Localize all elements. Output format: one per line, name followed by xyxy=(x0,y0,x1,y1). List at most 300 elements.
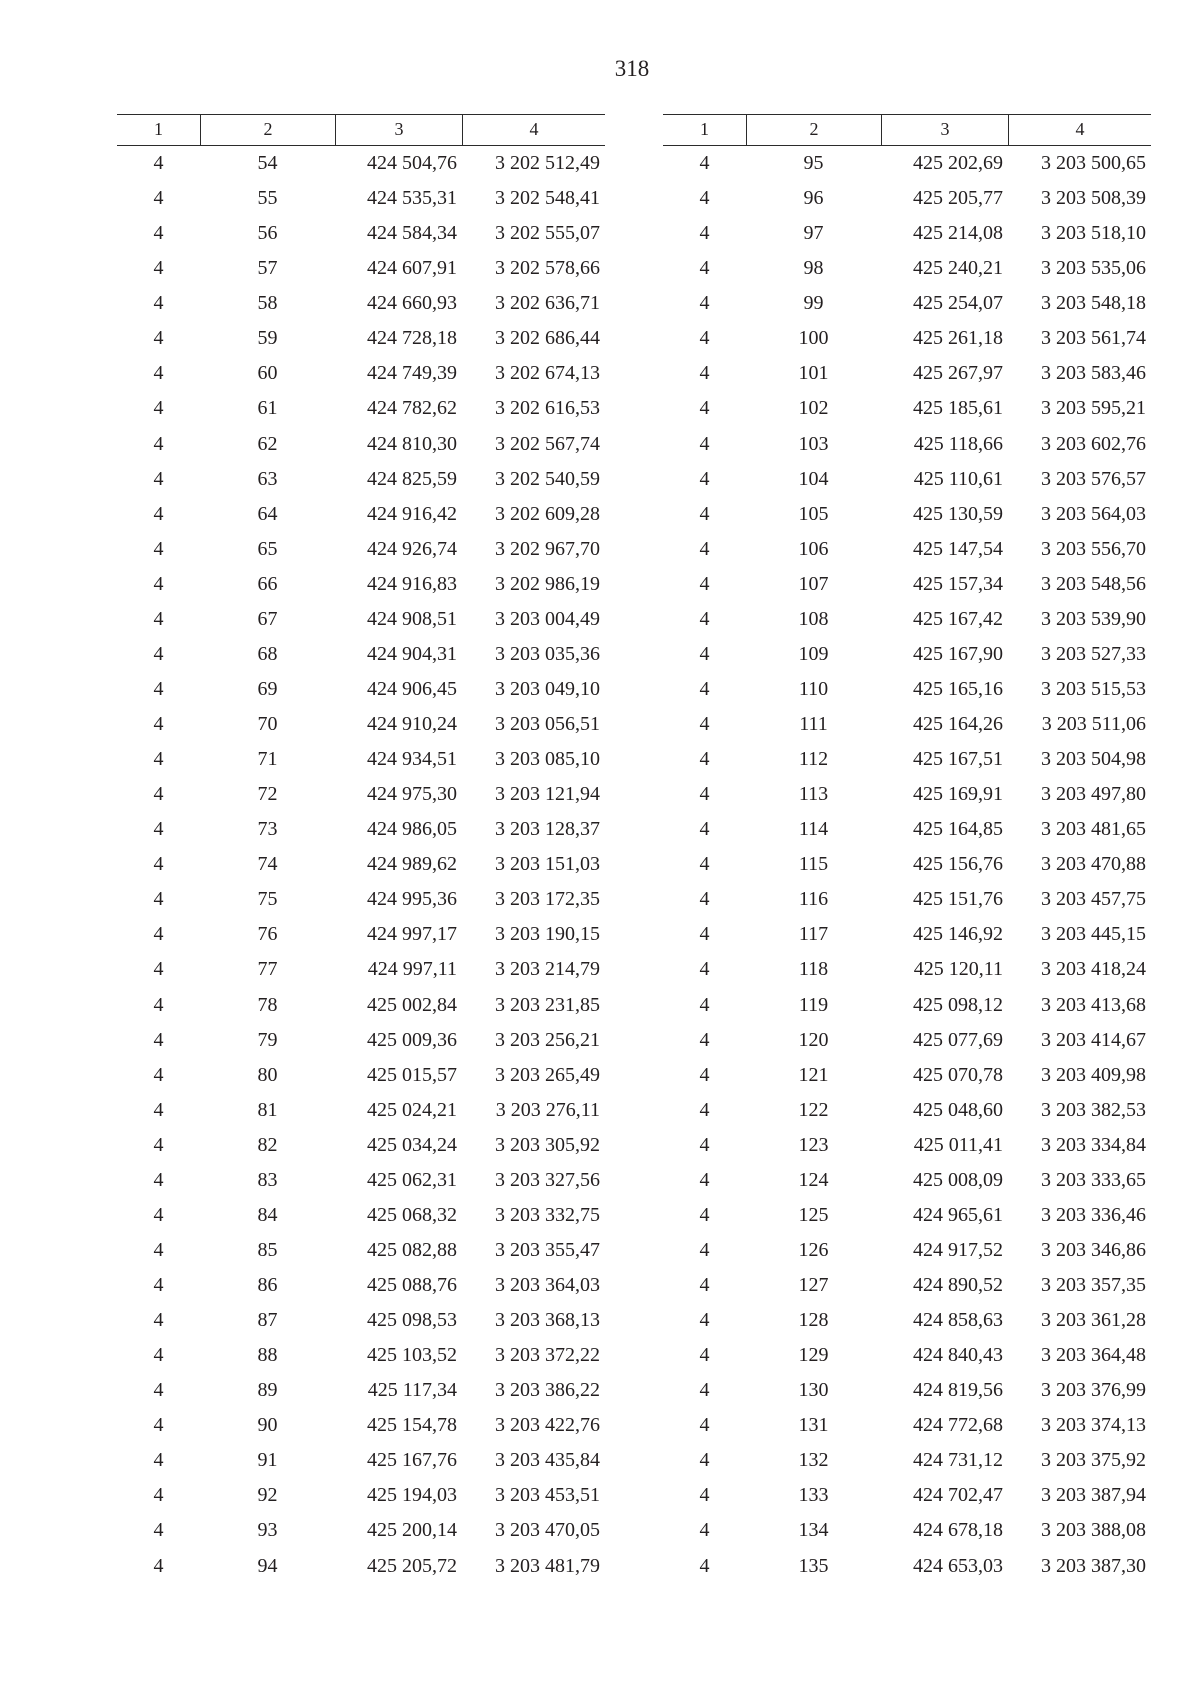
table-row xyxy=(117,1128,605,1163)
cell-y-coordinate: 3 203 453,51 xyxy=(495,1484,600,1507)
table-row xyxy=(663,1408,1151,1443)
cell-y-coordinate: 3 203 457,75 xyxy=(1041,888,1146,911)
cell-y-coordinate: 3 203 332,75 xyxy=(495,1203,600,1226)
cell-contour-number: 4 xyxy=(699,783,710,806)
cell-y-coordinate: 3 203 504,98 xyxy=(1041,748,1146,771)
cell-x-coordinate: 424 926,74 xyxy=(367,537,457,560)
table-row xyxy=(663,1233,1151,1268)
table-row xyxy=(663,1268,1151,1303)
cell-point-number: 73 xyxy=(257,818,278,841)
cell-y-coordinate: 3 202 567,74 xyxy=(495,432,600,455)
cell-contour-number: 4 xyxy=(699,397,710,420)
cell-contour-number: 4 xyxy=(153,292,164,315)
cell-y-coordinate: 3 202 967,70 xyxy=(495,537,600,560)
cell-y-coordinate: 3 203 190,15 xyxy=(495,923,600,946)
cell-point-number: 108 xyxy=(798,607,829,630)
cell-point-number: 119 xyxy=(798,993,829,1016)
cell-point-number: 89 xyxy=(257,1379,278,1402)
table-row xyxy=(663,1128,1151,1163)
cell-point-number: 106 xyxy=(798,537,829,560)
cell-y-coordinate: 3 203 305,92 xyxy=(495,1133,600,1156)
cell-contour-number: 4 xyxy=(699,1098,710,1121)
cell-y-coordinate: 3 203 128,37 xyxy=(495,818,600,841)
cell-point-number: 110 xyxy=(798,677,829,700)
cell-y-coordinate: 3 203 561,74 xyxy=(1041,327,1146,350)
cell-x-coordinate: 424 810,30 xyxy=(367,432,457,455)
cell-y-coordinate: 3 203 539,90 xyxy=(1041,607,1146,630)
cell-contour-number: 4 xyxy=(153,1098,164,1121)
cell-y-coordinate: 3 203 364,48 xyxy=(1041,1344,1146,1367)
table-row xyxy=(117,1303,605,1338)
cell-point-number: 96 xyxy=(803,187,824,210)
column-header: 1 xyxy=(154,119,163,139)
table-row xyxy=(663,216,1151,251)
cell-x-coordinate: 425 118,66 xyxy=(913,432,1003,455)
cell-point-number: 130 xyxy=(798,1379,829,1402)
cell-point-number: 99 xyxy=(803,292,824,315)
cell-point-number: 60 xyxy=(257,362,278,385)
cell-y-coordinate: 3 203 256,21 xyxy=(495,1028,600,1051)
cell-point-number: 111 xyxy=(799,713,828,735)
column-header: 3 xyxy=(881,115,1008,145)
table-row xyxy=(117,637,605,672)
table-row xyxy=(117,988,605,1023)
cell-point-number: 117 xyxy=(798,923,829,946)
cell-contour-number: 4 xyxy=(153,397,164,420)
cell-y-coordinate: 3 203 556,70 xyxy=(1041,537,1146,560)
table-row xyxy=(117,707,605,742)
table-row xyxy=(117,1198,605,1233)
cell-contour-number: 4 xyxy=(153,1028,164,1051)
cell-y-coordinate: 3 203 357,35 xyxy=(1041,1274,1146,1296)
table-row xyxy=(663,462,1151,497)
table-header-row xyxy=(117,114,605,146)
table-row xyxy=(117,251,605,286)
column-header: 1 xyxy=(700,119,709,139)
table-row xyxy=(117,1023,605,1058)
cell-contour-number: 4 xyxy=(153,853,164,876)
cell-point-number: 85 xyxy=(257,1238,278,1261)
cell-y-coordinate: 3 202 986,19 xyxy=(495,572,600,595)
cell-x-coordinate: 425 011,41 xyxy=(913,1133,1003,1156)
table-row xyxy=(663,672,1151,707)
cell-x-coordinate: 425 214,08 xyxy=(913,222,1003,245)
cell-x-coordinate: 424 660,93 xyxy=(367,292,457,315)
table-row xyxy=(663,1373,1151,1408)
table-row xyxy=(117,917,605,952)
cell-contour-number: 4 xyxy=(699,888,710,911)
cell-contour-number: 4 xyxy=(153,467,164,490)
cell-contour-number: 4 xyxy=(699,187,710,210)
cell-y-coordinate: 3 203 364,03 xyxy=(495,1274,600,1296)
cell-x-coordinate: 425 082,88 xyxy=(367,1238,457,1261)
cell-y-coordinate: 3 203 334,84 xyxy=(1041,1133,1146,1156)
cell-point-number: 70 xyxy=(257,713,278,735)
cell-x-coordinate: 425 070,78 xyxy=(913,1063,1003,1086)
cell-x-coordinate: 424 986,05 xyxy=(367,818,457,841)
cell-y-coordinate: 3 203 445,15 xyxy=(1041,923,1146,946)
cell-contour-number: 4 xyxy=(699,1554,710,1577)
table-row xyxy=(117,462,605,497)
cell-x-coordinate: 425 200,14 xyxy=(367,1519,457,1542)
cell-point-number: 101 xyxy=(798,362,829,385)
cell-x-coordinate: 425 154,78 xyxy=(367,1414,457,1437)
cell-point-number: 61 xyxy=(257,397,278,420)
cell-point-number: 107 xyxy=(798,572,829,595)
cell-contour-number: 4 xyxy=(153,502,164,525)
cell-point-number: 68 xyxy=(257,642,278,665)
cell-x-coordinate: 425 169,91 xyxy=(913,783,1003,806)
table-row xyxy=(117,742,605,777)
cell-y-coordinate: 3 203 595,21 xyxy=(1041,397,1146,420)
cell-contour-number: 4 xyxy=(699,432,710,455)
table-row xyxy=(663,812,1151,847)
cell-point-number: 134 xyxy=(798,1519,829,1542)
cell-x-coordinate: 424 904,31 xyxy=(367,642,457,665)
cell-y-coordinate: 3 202 578,66 xyxy=(495,257,600,280)
cell-x-coordinate: 424 908,51 xyxy=(367,607,457,630)
cell-x-coordinate: 425 088,76 xyxy=(367,1274,457,1296)
cell-x-coordinate: 425 034,24 xyxy=(367,1133,457,1156)
table-row xyxy=(117,497,605,532)
cell-y-coordinate: 3 202 616,53 xyxy=(495,397,600,420)
table-row xyxy=(117,181,605,216)
table-row xyxy=(663,251,1151,286)
cell-x-coordinate: 425 015,57 xyxy=(367,1063,457,1086)
table-row xyxy=(117,321,605,356)
column-header: 2 xyxy=(746,115,881,145)
cell-x-coordinate: 424 997,17 xyxy=(367,923,457,946)
table-row xyxy=(117,391,605,426)
cell-y-coordinate: 3 202 548,41 xyxy=(495,187,600,210)
cell-x-coordinate: 424 504,76 xyxy=(367,152,457,174)
cell-x-coordinate: 425 185,61 xyxy=(913,397,1003,420)
cell-point-number: 97 xyxy=(803,222,824,245)
cell-point-number: 83 xyxy=(257,1168,278,1191)
table-row xyxy=(117,356,605,391)
cell-y-coordinate: 3 203 355,47 xyxy=(495,1238,600,1261)
table-row xyxy=(117,1233,605,1268)
cell-x-coordinate: 425 164,85 xyxy=(913,818,1003,841)
table-row xyxy=(663,427,1151,462)
cell-point-number: 135 xyxy=(798,1554,829,1577)
table-row xyxy=(663,1338,1151,1373)
table-row xyxy=(663,952,1151,987)
table-row xyxy=(117,1338,605,1373)
cell-point-number: 57 xyxy=(257,257,278,280)
cell-x-coordinate: 425 202,69 xyxy=(913,152,1003,174)
cell-y-coordinate: 3 203 336,46 xyxy=(1041,1203,1146,1226)
cell-contour-number: 4 xyxy=(153,362,164,385)
cell-x-coordinate: 425 117,34 xyxy=(367,1379,457,1402)
table-row xyxy=(663,917,1151,952)
cell-y-coordinate: 3 203 515,53 xyxy=(1041,677,1146,700)
cell-point-number: 54 xyxy=(257,152,278,174)
cell-x-coordinate: 425 130,59 xyxy=(913,502,1003,525)
column-header: 4 xyxy=(1008,115,1151,145)
cell-x-coordinate: 425 164,26 xyxy=(913,713,1003,735)
cell-point-number: 69 xyxy=(257,677,278,700)
cell-point-number: 95 xyxy=(803,152,824,174)
cell-point-number: 66 xyxy=(257,572,278,595)
cell-contour-number: 4 xyxy=(153,783,164,806)
table-row xyxy=(663,146,1151,181)
cell-y-coordinate: 3 203 376,99 xyxy=(1041,1379,1146,1402)
table-row xyxy=(663,1093,1151,1128)
table-row xyxy=(117,1549,605,1584)
table-row xyxy=(117,952,605,987)
cell-contour-number: 4 xyxy=(153,1168,164,1191)
cell-contour-number: 4 xyxy=(699,537,710,560)
cell-point-number: 75 xyxy=(257,888,278,911)
table-row xyxy=(663,637,1151,672)
cell-contour-number: 4 xyxy=(153,1449,164,1472)
cell-contour-number: 4 xyxy=(153,327,164,350)
cell-x-coordinate: 425 146,92 xyxy=(913,923,1003,946)
cell-y-coordinate: 3 203 470,88 xyxy=(1041,853,1146,876)
table-row xyxy=(663,707,1151,742)
cell-y-coordinate: 3 203 265,49 xyxy=(495,1063,600,1086)
cell-x-coordinate: 425 103,52 xyxy=(367,1344,457,1367)
cell-x-coordinate: 425 098,12 xyxy=(913,993,1003,1016)
cell-contour-number: 4 xyxy=(153,1133,164,1156)
table-row xyxy=(117,1443,605,1478)
cell-y-coordinate: 3 203 535,06 xyxy=(1041,257,1146,280)
cell-y-coordinate: 3 203 387,30 xyxy=(1041,1554,1146,1577)
cell-y-coordinate: 3 203 368,13 xyxy=(495,1309,600,1332)
cell-y-coordinate: 3 203 361,28 xyxy=(1041,1309,1146,1332)
cell-x-coordinate: 424 584,34 xyxy=(367,222,457,245)
table-row xyxy=(663,321,1151,356)
cell-point-number: 103 xyxy=(798,432,829,455)
cell-x-coordinate: 424 917,52 xyxy=(913,1238,1003,1261)
cell-contour-number: 4 xyxy=(699,327,710,350)
cell-x-coordinate: 425 240,21 xyxy=(913,257,1003,280)
cell-contour-number: 4 xyxy=(699,362,710,385)
cell-x-coordinate: 425 008,09 xyxy=(913,1168,1003,1191)
cell-x-coordinate: 425 167,90 xyxy=(913,642,1003,665)
cell-x-coordinate: 425 151,76 xyxy=(913,888,1003,911)
cell-point-number: 132 xyxy=(798,1449,829,1472)
cell-x-coordinate: 425 002,84 xyxy=(367,993,457,1016)
cell-x-coordinate: 424 910,24 xyxy=(367,713,457,735)
cell-x-coordinate: 424 678,18 xyxy=(913,1519,1003,1542)
cell-contour-number: 4 xyxy=(699,1519,710,1542)
table-row xyxy=(117,1373,605,1408)
cell-contour-number: 4 xyxy=(153,713,164,735)
cell-x-coordinate: 425 120,11 xyxy=(913,958,1003,981)
cell-point-number: 88 xyxy=(257,1344,278,1367)
cell-y-coordinate: 3 202 609,28 xyxy=(495,502,600,525)
table-row xyxy=(663,391,1151,426)
cell-point-number: 67 xyxy=(257,607,278,630)
cell-contour-number: 4 xyxy=(699,222,710,245)
cell-x-coordinate: 425 077,69 xyxy=(913,1028,1003,1051)
cell-y-coordinate: 3 203 422,76 xyxy=(495,1414,600,1437)
table-row xyxy=(663,497,1151,532)
cell-contour-number: 4 xyxy=(153,642,164,665)
table-row xyxy=(117,847,605,882)
cell-point-number: 65 xyxy=(257,537,278,560)
column-header: 3 xyxy=(335,115,462,145)
cell-x-coordinate: 424 731,12 xyxy=(913,1449,1003,1472)
cell-point-number: 86 xyxy=(257,1274,278,1296)
table-row xyxy=(663,988,1151,1023)
table-row xyxy=(663,847,1151,882)
cell-point-number: 104 xyxy=(798,467,829,490)
cell-contour-number: 4 xyxy=(153,993,164,1016)
cell-point-number: 125 xyxy=(798,1203,829,1226)
cell-y-coordinate: 3 203 388,08 xyxy=(1041,1519,1146,1542)
cell-x-coordinate: 425 157,34 xyxy=(913,572,1003,595)
cell-contour-number: 4 xyxy=(153,1554,164,1577)
cell-point-number: 98 xyxy=(803,257,824,280)
cell-x-coordinate: 425 147,54 xyxy=(913,537,1003,560)
coordinate-table-left xyxy=(117,114,605,1584)
cell-point-number: 124 xyxy=(798,1168,829,1191)
column-header: 2 xyxy=(200,115,335,145)
cell-y-coordinate: 3 203 508,39 xyxy=(1041,187,1146,210)
cell-contour-number: 4 xyxy=(699,677,710,700)
cell-contour-number: 4 xyxy=(153,677,164,700)
cell-y-coordinate: 3 203 276,11 xyxy=(495,1098,600,1121)
cell-x-coordinate: 425 165,16 xyxy=(913,677,1003,700)
cell-y-coordinate: 3 202 512,49 xyxy=(495,152,600,174)
cell-y-coordinate: 3 203 470,05 xyxy=(495,1519,600,1542)
cell-y-coordinate: 3 203 231,85 xyxy=(495,993,600,1016)
cell-point-number: 92 xyxy=(257,1484,278,1507)
cell-y-coordinate: 3 202 555,07 xyxy=(495,222,600,245)
cell-y-coordinate: 3 203 548,56 xyxy=(1041,572,1146,595)
cell-point-number: 90 xyxy=(257,1414,278,1437)
table-row xyxy=(663,286,1151,321)
cell-x-coordinate: 424 916,83 xyxy=(367,572,457,595)
cell-y-coordinate: 3 203 548,18 xyxy=(1041,292,1146,315)
cell-contour-number: 4 xyxy=(153,1203,164,1226)
cell-contour-number: 4 xyxy=(699,1133,710,1156)
cell-y-coordinate: 3 202 686,44 xyxy=(495,327,600,350)
cell-point-number: 126 xyxy=(798,1238,829,1261)
cell-point-number: 128 xyxy=(798,1309,829,1332)
cell-contour-number: 4 xyxy=(153,1519,164,1542)
cell-point-number: 82 xyxy=(257,1133,278,1156)
cell-y-coordinate: 3 203 004,49 xyxy=(495,607,600,630)
cell-contour-number: 4 xyxy=(699,607,710,630)
cell-x-coordinate: 424 989,62 xyxy=(367,853,457,876)
cell-y-coordinate: 3 203 409,98 xyxy=(1041,1063,1146,1086)
cell-contour-number: 4 xyxy=(153,432,164,455)
table-row xyxy=(117,567,605,602)
cell-y-coordinate: 3 203 056,51 xyxy=(495,713,600,735)
cell-point-number: 91 xyxy=(257,1449,278,1472)
cell-contour-number: 4 xyxy=(153,1379,164,1402)
cell-point-number: 122 xyxy=(798,1098,829,1121)
cell-y-coordinate: 3 203 172,35 xyxy=(495,888,600,911)
cell-contour-number: 4 xyxy=(153,818,164,841)
cell-y-coordinate: 3 203 583,46 xyxy=(1041,362,1146,385)
cell-y-coordinate: 3 203 375,92 xyxy=(1041,1449,1146,1472)
cell-contour-number: 4 xyxy=(153,1309,164,1332)
table-row xyxy=(117,146,605,181)
cell-x-coordinate: 424 890,52 xyxy=(913,1274,1003,1296)
cell-x-coordinate: 425 024,21 xyxy=(367,1098,457,1121)
cell-point-number: 129 xyxy=(798,1344,829,1367)
cell-point-number: 55 xyxy=(257,187,278,210)
cell-point-number: 100 xyxy=(798,327,829,350)
cell-point-number: 118 xyxy=(798,958,829,981)
cell-contour-number: 4 xyxy=(153,1063,164,1086)
cell-contour-number: 4 xyxy=(153,958,164,981)
cell-y-coordinate: 3 203 214,79 xyxy=(495,958,600,981)
table-body xyxy=(663,146,1151,1584)
table-row xyxy=(117,882,605,917)
cell-contour-number: 4 xyxy=(699,502,710,525)
table-row xyxy=(117,532,605,567)
cell-contour-number: 4 xyxy=(699,923,710,946)
cell-contour-number: 4 xyxy=(699,1274,710,1296)
cell-point-number: 72 xyxy=(257,783,278,806)
table-row xyxy=(117,1268,605,1303)
cell-contour-number: 4 xyxy=(699,1344,710,1367)
cell-contour-number: 4 xyxy=(153,1274,164,1296)
cell-x-coordinate: 424 819,56 xyxy=(913,1379,1003,1402)
cell-y-coordinate: 3 203 374,13 xyxy=(1041,1414,1146,1437)
cell-contour-number: 4 xyxy=(699,1028,710,1051)
table-row xyxy=(117,1058,605,1093)
cell-x-coordinate: 424 995,36 xyxy=(367,888,457,911)
cell-y-coordinate: 3 203 527,33 xyxy=(1041,642,1146,665)
cell-x-coordinate: 425 261,18 xyxy=(913,327,1003,350)
cell-point-number: 62 xyxy=(257,432,278,455)
cell-y-coordinate: 3 203 121,94 xyxy=(495,783,600,806)
cell-contour-number: 4 xyxy=(699,257,710,280)
cell-point-number: 120 xyxy=(798,1028,829,1051)
cell-x-coordinate: 425 062,31 xyxy=(367,1168,457,1191)
cell-y-coordinate: 3 203 564,03 xyxy=(1041,502,1146,525)
cell-contour-number: 4 xyxy=(699,1238,710,1261)
table-row xyxy=(663,1478,1151,1513)
cell-y-coordinate: 3 203 346,86 xyxy=(1041,1238,1146,1261)
cell-contour-number: 4 xyxy=(153,748,164,771)
cell-point-number: 56 xyxy=(257,222,278,245)
page-number: 318 xyxy=(614,56,650,81)
cell-point-number: 116 xyxy=(798,888,829,911)
cell-contour-number: 4 xyxy=(699,292,710,315)
cell-contour-number: 4 xyxy=(699,1203,710,1226)
cell-y-coordinate: 3 203 481,79 xyxy=(495,1554,600,1577)
table-row xyxy=(117,1408,605,1443)
cell-point-number: 80 xyxy=(257,1063,278,1086)
cell-point-number: 109 xyxy=(798,642,829,665)
cell-contour-number: 4 xyxy=(699,1449,710,1472)
cell-y-coordinate: 3 203 497,80 xyxy=(1041,783,1146,806)
cell-y-coordinate: 3 202 674,13 xyxy=(495,362,600,385)
cell-y-coordinate: 3 203 327,56 xyxy=(495,1168,600,1191)
table-row xyxy=(663,1443,1151,1478)
cell-x-coordinate: 424 934,51 xyxy=(367,748,457,771)
cell-point-number: 115 xyxy=(798,853,829,876)
cell-x-coordinate: 425 098,53 xyxy=(367,1309,457,1332)
table-row xyxy=(663,1513,1151,1548)
cell-contour-number: 4 xyxy=(153,1484,164,1507)
cell-contour-number: 4 xyxy=(699,818,710,841)
cell-point-number: 94 xyxy=(257,1554,278,1577)
cell-point-number: 131 xyxy=(798,1414,829,1437)
cell-x-coordinate: 424 840,43 xyxy=(913,1344,1003,1367)
cell-contour-number: 4 xyxy=(153,257,164,280)
cell-y-coordinate: 3 203 418,24 xyxy=(1041,958,1146,981)
cell-point-number: 87 xyxy=(257,1309,278,1332)
